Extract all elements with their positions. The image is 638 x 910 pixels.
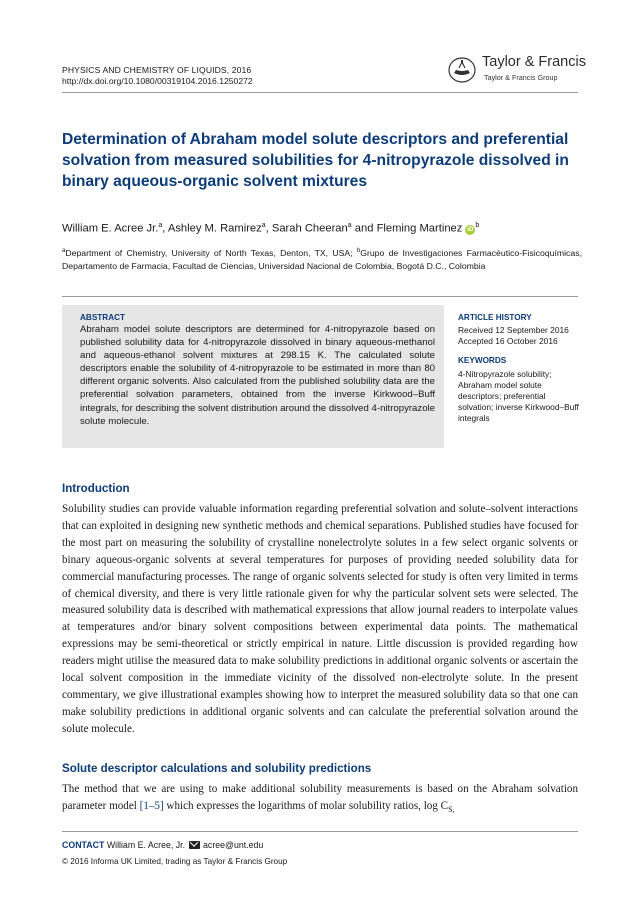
affiliations [62,245,582,274]
publisher-group: Taylor & Francis Group [484,73,558,82]
author-separator: , [265,222,272,235]
article-history-heading: ARTICLE HISTORY [458,313,532,322]
orcid-icon[interactable]: iD [467,225,474,233]
email-icon [189,841,200,849]
intro-heading: Introduction [62,482,130,495]
author-affiliation-mark: a [347,222,352,229]
publisher-name: Taylor & Francis [482,54,586,70]
affiliation-mark: a [62,248,66,254]
keywords-text: 4-Nitropyrazole solubility; Abraham model solute descriptors; preferential solvation; inverse Kirkwood–Buff integrals [458,369,579,423]
copyright: © 2016 Informa UK Limited, trading as Taylor & Francis Group [62,857,288,866]
solute-paragraph [62,781,578,819]
solute-heading: Solute descriptor calculations and solubility predictions [62,762,372,775]
journal-name: PHYSICS AND CHEMISTRY OF LIQUIDS, 2016 [62,65,252,75]
affiliation-mark: b [356,248,361,254]
intro-paragraph: Solubility studies can provide valuable information regarding preferential solvation and solute–solvent interactions that can exploited in designing new synthetic methods and chemical separations. Published studies have focused for the most part on measuring the solubility of crystalline nonelectrolyte solutes in a few select organic solvents or binary aqueous-organic solvents at several temperatures for purposes of providing needed solubility data for commercial manufacturing processes. The range of organic solvents selected for study is often very limited in terms of chemical diversity, and there is very little rationale given for why the particular solvent sets were selected. The measured solubility data is described with mathematical expressions that allow journal readers to interpolate values at temperatures and/or binary solvent compositions between experimental data points. The mathematical expressions may be semi-theoretical or strictly empirical in nature. Little discussion is provided regarding how readers might utilise the measured data to make solubility predictions in additional organic solvents or ascertain the local solvent composition in the immediate vicinity of the dissolved non-electrolyte solute. In the present commentary, we give illustrational examples showing how to interpret the measured solubility data so that one can make solubility predictions in additional organic solvents and can calculate the preferential solvation around the solute molecule. [62,503,578,735]
author-name: Ashley M. Ramirez [167,222,262,235]
author-and: and [351,222,377,235]
header-rule [62,92,578,93]
author-affiliation-mark: a [158,222,163,229]
author-list [62,218,582,237]
abstract-text: Abraham model solute descriptors are determined for 4-nitropyrazole based on published solubility data for 4-nitropyrazole dissolved in binary aqueous-methanol and aqueous-ethanol solvent mixtures at 298.15 K. The calculated solute descriptors enable the solubility of 4-nitropyrazole to be estimated in more than 80 different organic solvents. Also calculated from the published solubility data are the preferential solvation parameters, obtained from the inverse Kirkwood–Buff integrals, for describing the solvent distribution around the dissolved 4-nitropyrazole solute molecule. [80,324,435,427]
abstract-heading: ABSTRACT [80,313,126,322]
author-name: Fleming Martinez [376,222,463,235]
publisher-logo-icon [446,56,478,84]
solute-text-start: The method that we are using to make additional solubility measurements is based on the Abraham solvation parameter model [62,783,578,812]
affiliation-b: Grupo de Investigaciones Farmacéutico-Fisicoquímicas, Departamento de Farmacia, Facultad de Ciencias, Universidad Nacional de Colombia, Bogotá D.C., Colombia [62,247,582,272]
received-date: Received 12 September 2016 [458,325,569,335]
article-title: Determination of Abraham model solute descriptors and preferential solvation from measured solubilities for 4-nitropyrazole dissolved in binary aqueous-organic solvent mixtures [62,131,569,190]
doi-link[interactable]: http://dx.doi.org/10.1080/00319104.2016.1250272 [62,76,253,86]
affiliation-rule [62,296,578,297]
author-name: William E. Acree Jr. [62,222,159,235]
contact-label: CONTACT [62,840,105,850]
accepted-date: Accepted 16 October 2016 [458,336,558,346]
author-name: Sarah Cheeran [271,222,348,235]
solute-subscript: S, [448,805,455,815]
author-affiliation-mark: a [261,222,266,229]
keywords-heading: KEYWORDS [458,356,507,365]
contact-email[interactable]: acree@unt.edu [203,840,264,850]
footer-rule [62,831,578,832]
author-separator: , [162,222,168,235]
author-affiliation-mark: b [475,222,480,229]
contact-line [62,840,263,850]
solute-text-end: which expresses the logarithms of molar solubility ratios, log C [163,799,449,812]
contact-name: William E. Acree, Jr. [106,840,186,850]
reference-link[interactable]: [1–5] [139,799,164,812]
affiliation-a: Department of Chemistry, University of North Texas, Denton, TX, USA; [65,247,357,258]
